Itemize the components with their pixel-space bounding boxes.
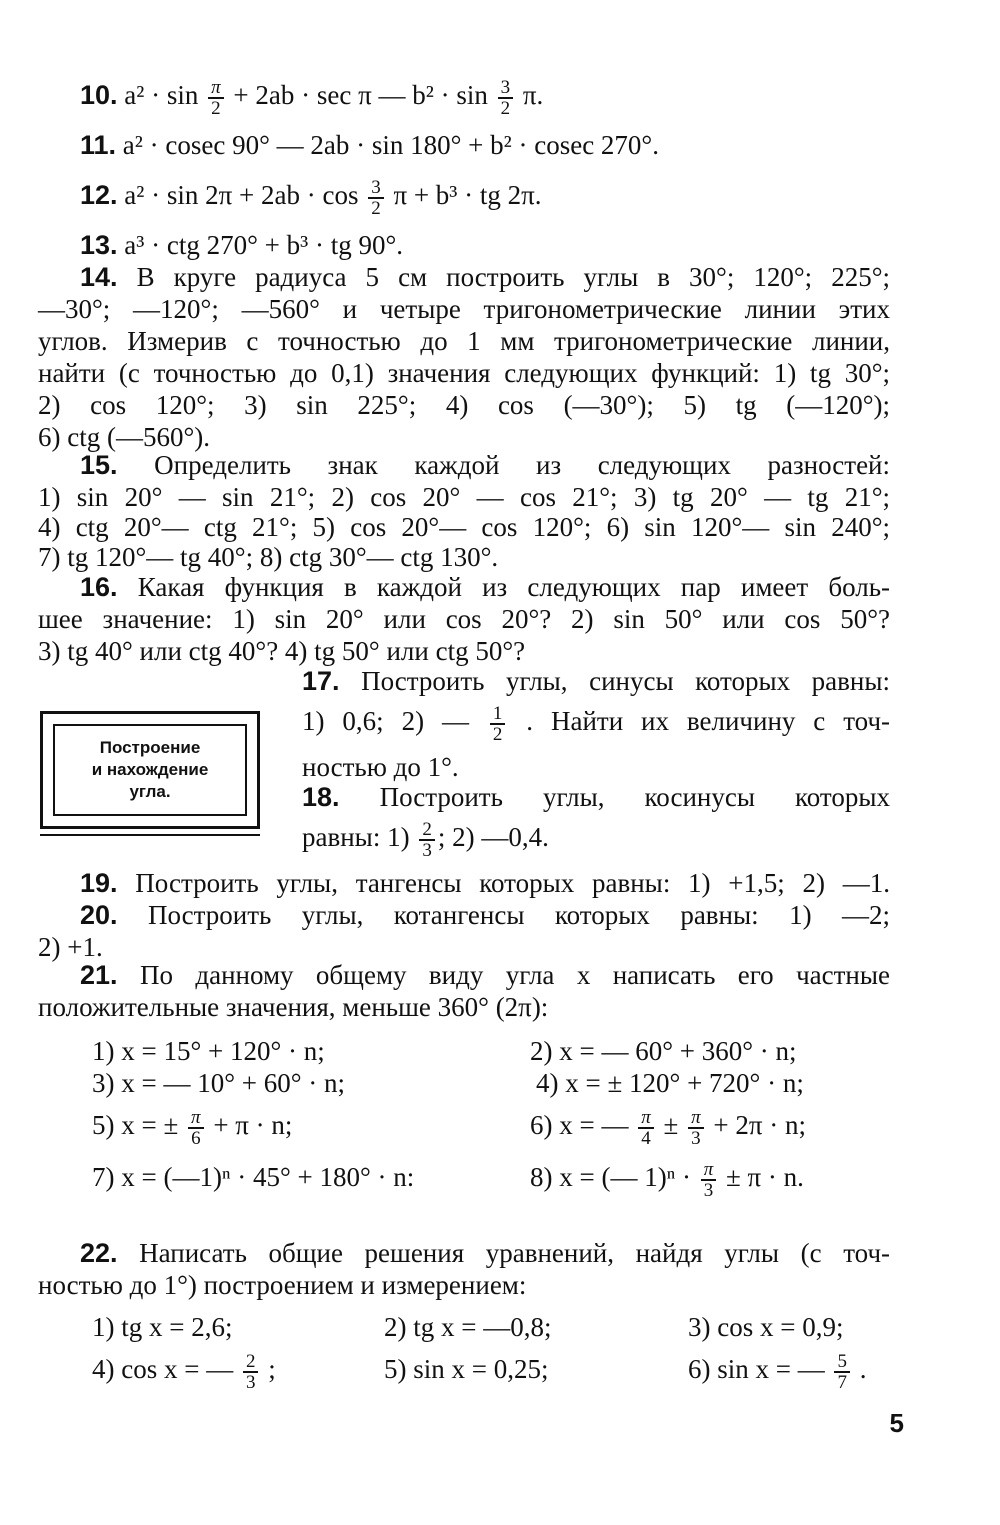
fraction: $\frac{\pi}{2}$ — [208, 78, 224, 118]
fraction: $\frac{\pi}{6}$ — [188, 1108, 204, 1148]
fraction: $\frac{5}{7}$ — [834, 1352, 850, 1392]
problem-13: 13. a³ · ctg 270° + b³ · tg 90°. — [80, 230, 404, 260]
fraction: $\frac{\pi}{3}$ — [688, 1108, 704, 1148]
list-item: 6) x = — $\frac{\pi}{4}$ ± $\frac{\pi}{3}$ + 2π · n; — [530, 1107, 806, 1149]
list-item: 3) cos x = 0,9; — [688, 1312, 844, 1342]
list-item: 7) x = (—1)ⁿ · 45° + 180° · n: — [92, 1162, 415, 1192]
list-item: 4) x = ± 120° + 720° · n; — [536, 1068, 804, 1098]
fraction: $\frac{2}{3}$ — [243, 1352, 259, 1392]
list-item: 6) sin x = — $\frac{5}{7}$ . — [688, 1351, 867, 1393]
fraction: $\frac{3}{2}$ — [368, 178, 384, 218]
fraction: $\frac{1}{2}$ — [490, 704, 506, 744]
list-item: 4) cos x = — $\frac{2}{3}$ ; — [92, 1351, 276, 1393]
problem-12: 12. a² · sin 2π + 2ab · cos $\frac{3}{2}$ π + b³ · tg 2π. — [80, 177, 542, 219]
problem-11: 11. a² · cosec 90° — 2ab · sin 180° + b² · cosec 270°. — [80, 130, 659, 160]
list-item: 1) x = 15° + 120° · n; — [92, 1036, 325, 1066]
page-number: 5 — [889, 1408, 904, 1438]
problem-19: 19. Построить углы, тангенсы которых равны: 1) +1,5; 2) —1. — [80, 868, 891, 898]
list-item: 2) tg x = —0,8; — [384, 1312, 552, 1342]
list-item: 1) tg x = 2,6; — [92, 1312, 233, 1342]
fraction: $\frac{2}{3}$ — [419, 820, 435, 860]
list-item: 5) x = ± $\frac{\pi}{6}$ + π · n; — [92, 1107, 293, 1149]
section-marginal-box: Построение и нахождение угла. — [40, 711, 260, 829]
list-item: 2) x = — 60° + 360° · n; — [530, 1036, 797, 1066]
problem-10: 10. a² · sin $\frac{\pi}{2}$ + 2ab · sec π — b² · sin $\frac{3}{2}$ π. — [80, 77, 544, 119]
list-item: 8) x = (— 1)ⁿ · $\frac{\pi}{3}$ ± π · n. — [530, 1159, 804, 1201]
list-item: 3) x = — 10° + 60° · n; — [92, 1068, 346, 1098]
fraction: $\frac{\pi}{4}$ — [638, 1108, 654, 1148]
textbook-page: 10. a² · sin $\frac{\pi}{2}$ + 2ab · sec π — b² · sin $\frac{3}{2}$ π. 11. a² · cosec 90° — 2ab · sin 180° + b² · cosec 270°. 12. a² · sin 2π + 2ab · cos $\frac{3}{2}$ π + b³ · tg 2π. 13. a³ · ctg 270° + b³ · tg 90°. 14. В круге радиуса 5 см построить углы в 30°; 120°; 225°; —30°; —120°; —560° и четыре тригонометрические линии этих углов. Измерив с точностью до 1 мм тригонометрические линии, найти (с точностью до 0,1) значения следующих функций: 1) tg 30°; 2) cos 120°; 3) sin 225°; 4) cos (—30°); 5) tg (—120°); 6) ctg (—560°). 15. Определить знак каждой из следующих разностей: 1) sin 20° — sin 21°; 2) cos 20° — cos 21°; 3) tg 20° — tg 21°; 4) ctg 20°— ctg 21°; 5) cos 20°— cos 120°; 6) sin 120°— sin 240°; 7) tg 120°— tg 40°; 8) ctg 30°— ctg 130°. 16. Какая функция в каждой из следующих пар имеет боль- шее значение: 1) sin 20° или cos 20°? 2) sin 50° или cos 50°? 3) tg 40° или ctg 40°? 4) tg 50° или ctg 50°? Построение и нахождение угла. 17. Построить углы, синусы которых равны: 1) 0,6; 2) — $\frac{1}{2}$ . Найти их величину с точ- ностью до 1°. 18. Построить углы, косинусы которых равны: 1) $\frac{2}{3}$ ; 2) —0,4. 19. Построить углы, тангенсы которых равны: 1) +1,5; 2) —1. 20. Построить углы, котангенсы которых равны: 1) —2; 2) +1. 21. По данному общему виду угла x написать его частные положительные значения, меньше 360° (2π): 1) x = 15° + 120° · n; 2) x = — 60° + 360° · n; 3) x = — 10° + 60° · n; 4) x = ± 120° + 720° · n; 5) x = ± $\frac{\pi}{6}$ + π · n; 6) x = — $\frac{\pi}{4}$ ± $\frac{\pi}{3}$ + 2π · n; 7) x = (—1)ⁿ · 45° + 180° · n: 8) x = (— 1)ⁿ · $\frac{\pi}{3}$ ± π · n. 22. Написать общие решения уравнений, найдя углы (с точ- ностью до 1°) построением и измерением: 1) tg x = 2,6; 2) tg x = —0,8; 3) cos x = 0,9; 4) cos x = — $\frac{2}{3}$ ; 5) sin x = 0,25; 6) sin x = — $\frac{5}{7}$ . 5 — [38, 77, 904, 1438]
list-item: 5) sin x = 0,25; — [384, 1354, 549, 1384]
fraction: $\frac{\pi}{3}$ — [701, 1160, 717, 1200]
fraction: $\frac{3}{2}$ — [498, 78, 514, 118]
